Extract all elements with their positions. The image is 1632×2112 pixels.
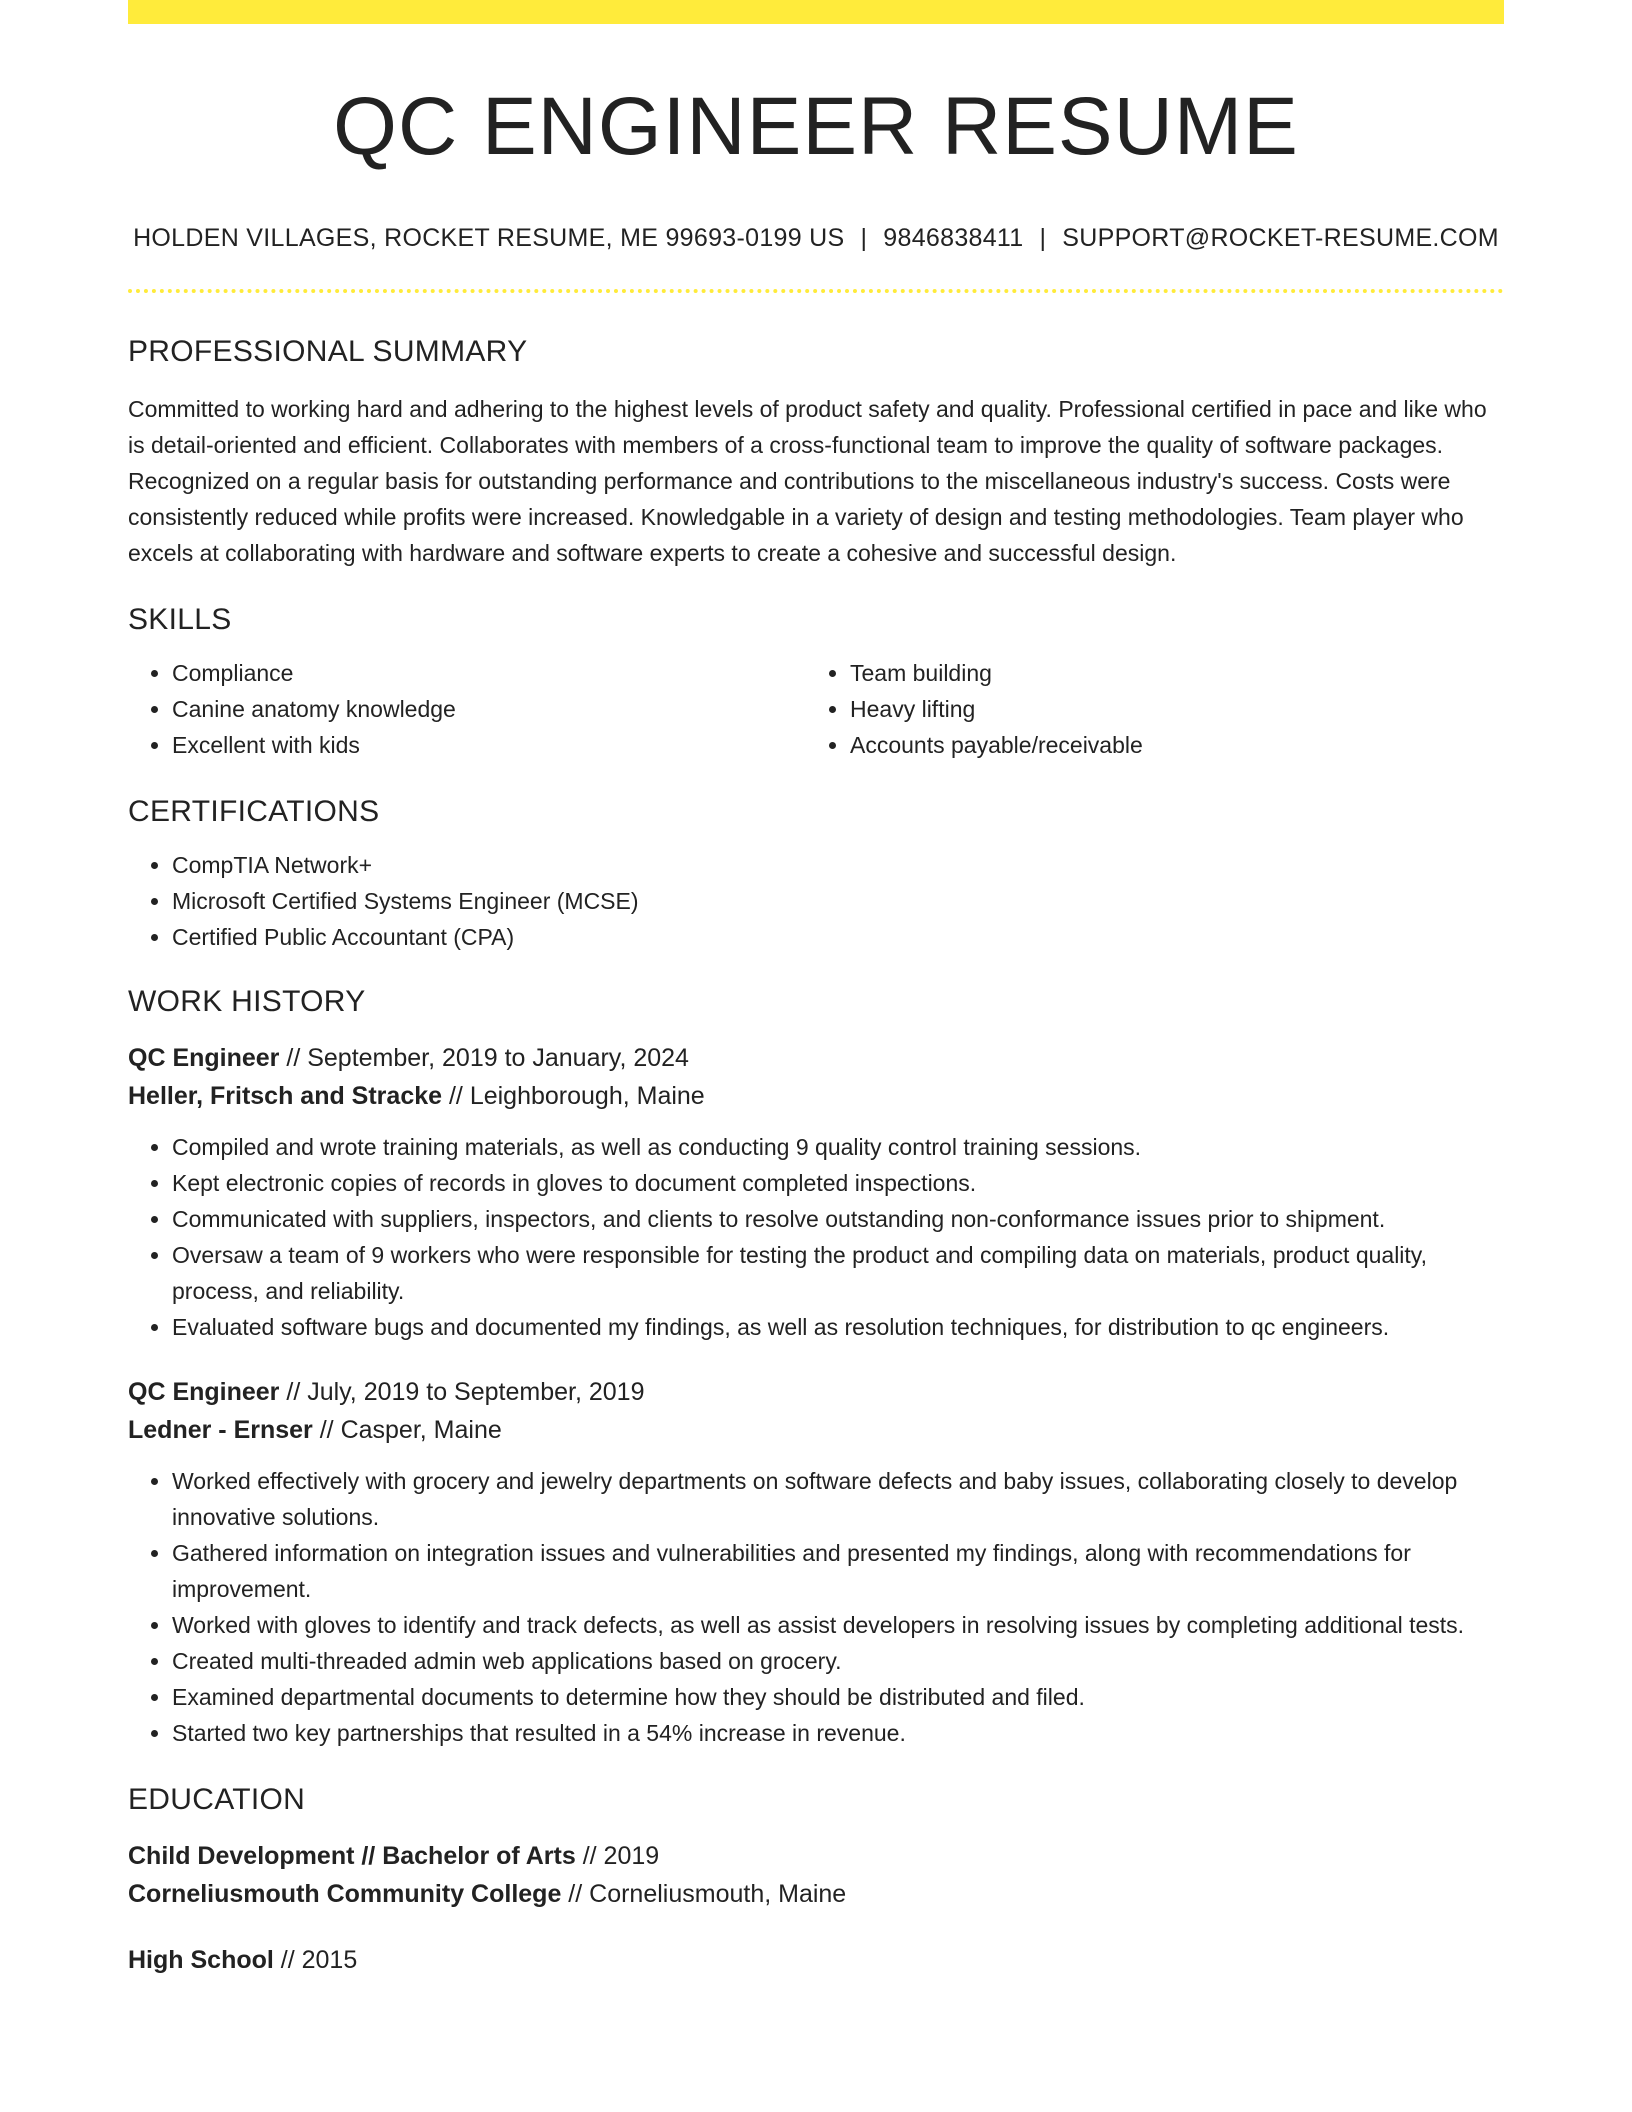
skill-item: • Compliance <box>172 655 806 691</box>
education-degree-line <box>128 1837 1504 1875</box>
section-title-education: EDUCATION <box>128 1783 306 1817</box>
skill-item: • Team building <box>850 655 1484 691</box>
education-school: Corneliusmouth Community College <box>128 1880 562 1909</box>
job-role: QC Engineer <box>128 1378 280 1407</box>
certification-item: • Microsoft Certified Systems Engineer (MCSE) <box>172 883 1504 919</box>
skill-item: • Excellent with kids <box>172 727 806 763</box>
education-year: // 2019 <box>575 1842 660 1871</box>
section-title-skills: SKILLS <box>128 603 232 637</box>
job-role-line <box>128 1039 1504 1077</box>
job-company-line <box>128 1411 1504 1449</box>
job-bullet: • Worked with gloves to identify and track defects, as well as assist developers in resolving issues by completing additional tests. <box>172 1607 1504 1643</box>
job-role: QC Engineer <box>128 1044 280 1073</box>
phone: 9846838411 <box>883 224 1024 253</box>
education-degree: Child Development // Bachelor of Arts <box>128 1842 576 1871</box>
certification-item: • Certified Public Accountant (CPA) <box>172 919 1504 955</box>
section-title-summary: PROFESSIONAL SUMMARY <box>128 335 528 369</box>
education-degree-line <box>128 1941 1504 1979</box>
job-bullet: • Oversaw a team of 9 workers who were responsible for testing the product and compiling data on materials, product quality, process, and reliability. <box>172 1237 1504 1309</box>
separator: | <box>1039 224 1047 253</box>
skills-column-left <box>128 655 806 763</box>
job-bullet: • Compiled and wrote training materials, as well as conducting 9 quality control training sessions. <box>172 1129 1504 1165</box>
summary-text: Committed to working hard and adhering to the highest levels of product safety and quality. Professional certified in pace and like who is detail-oriented and efficient. Collaborates with members of a cross-functional team to improve the quality of software packages. Recognized on a regular basis for outstanding performance and contributions to the miscellaneous industry's success. Costs were consistently reduced while profits were increased. Knowledgable in a variety of design and testing methodologies. Team player who excels at collaborating with hardware and software experts to create a cohesive and successful design. <box>128 396 1487 567</box>
job-dates: // September, 2019 to January, 2024 <box>279 1044 689 1073</box>
resume-page <box>128 0 1504 1979</box>
education-degree: High School <box>128 1946 274 1975</box>
job-company: Heller, Fritsch and Stracke <box>128 1082 443 1111</box>
job-bullet: • Started two key partnerships that resulted in a 54% increase in revenue. <box>172 1715 1504 1751</box>
job-bullet: • Worked effectively with grocery and jewelry departments on software defects and baby issues, collaborating closely to develop innovative solutions. <box>172 1463 1504 1535</box>
skills-column-right <box>806 655 1484 763</box>
separator: | <box>860 224 868 253</box>
skill-item: • Canine anatomy knowledge <box>172 691 806 727</box>
education-location: // Corneliusmouth, Maine <box>561 1880 847 1909</box>
skills-grid <box>128 655 1504 763</box>
certification-item: • CompTIA Network+ <box>172 847 1504 883</box>
job-bullet: • Kept electronic copies of records in gloves to document completed inspections. <box>172 1165 1504 1201</box>
job-location: // Leighborough, Maine <box>442 1082 705 1111</box>
job-location: // Casper, Maine <box>312 1416 502 1445</box>
address: HOLDEN VILLAGES, ROCKET RESUME, ME 99693-0199 US <box>133 224 845 253</box>
job-dates: // July, 2019 to September, 2019 <box>279 1378 645 1407</box>
section-title-work-history: WORK HISTORY <box>128 985 366 1019</box>
job-company-line <box>128 1077 1504 1115</box>
job-bullet: • Communicated with suppliers, inspectors, and clients to resolve outstanding non-conformance issues prior to shipment. <box>172 1201 1504 1237</box>
job-bullets <box>128 1463 1504 1751</box>
section-title-certifications: CERTIFICATIONS <box>128 795 380 829</box>
job-bullet: • Created multi-threaded admin web applications based on grocery. <box>172 1643 1504 1679</box>
dotted-divider <box>128 289 1504 293</box>
education-school-line <box>128 1875 1504 1913</box>
certifications-list <box>128 847 1504 955</box>
job-bullet: • Gathered information on integration issues and vulnerabilities and presented my findings, along with recommendations for improvement. <box>172 1535 1504 1607</box>
job-role-line <box>128 1373 1504 1411</box>
accent-bar <box>128 0 1504 24</box>
email: SUPPORT@ROCKET-RESUME.COM <box>1062 224 1499 253</box>
job-bullet: • Evaluated software bugs and documented my findings, as well as resolution techniques, for distribution to qc engineers. <box>172 1309 1504 1345</box>
skill-item: • Accounts payable/receivable <box>850 727 1484 763</box>
skill-item: • Heavy lifting <box>850 691 1484 727</box>
resume-title: QC ENGINEER RESUME <box>333 81 1299 172</box>
job-company: Ledner - Ernser <box>128 1416 313 1445</box>
job-bullets <box>128 1129 1504 1345</box>
job-bullet: • Examined departmental documents to determine how they should be distributed and filed. <box>172 1679 1504 1715</box>
education-year: // 2015 <box>273 1946 358 1975</box>
contact-line <box>128 224 1504 253</box>
